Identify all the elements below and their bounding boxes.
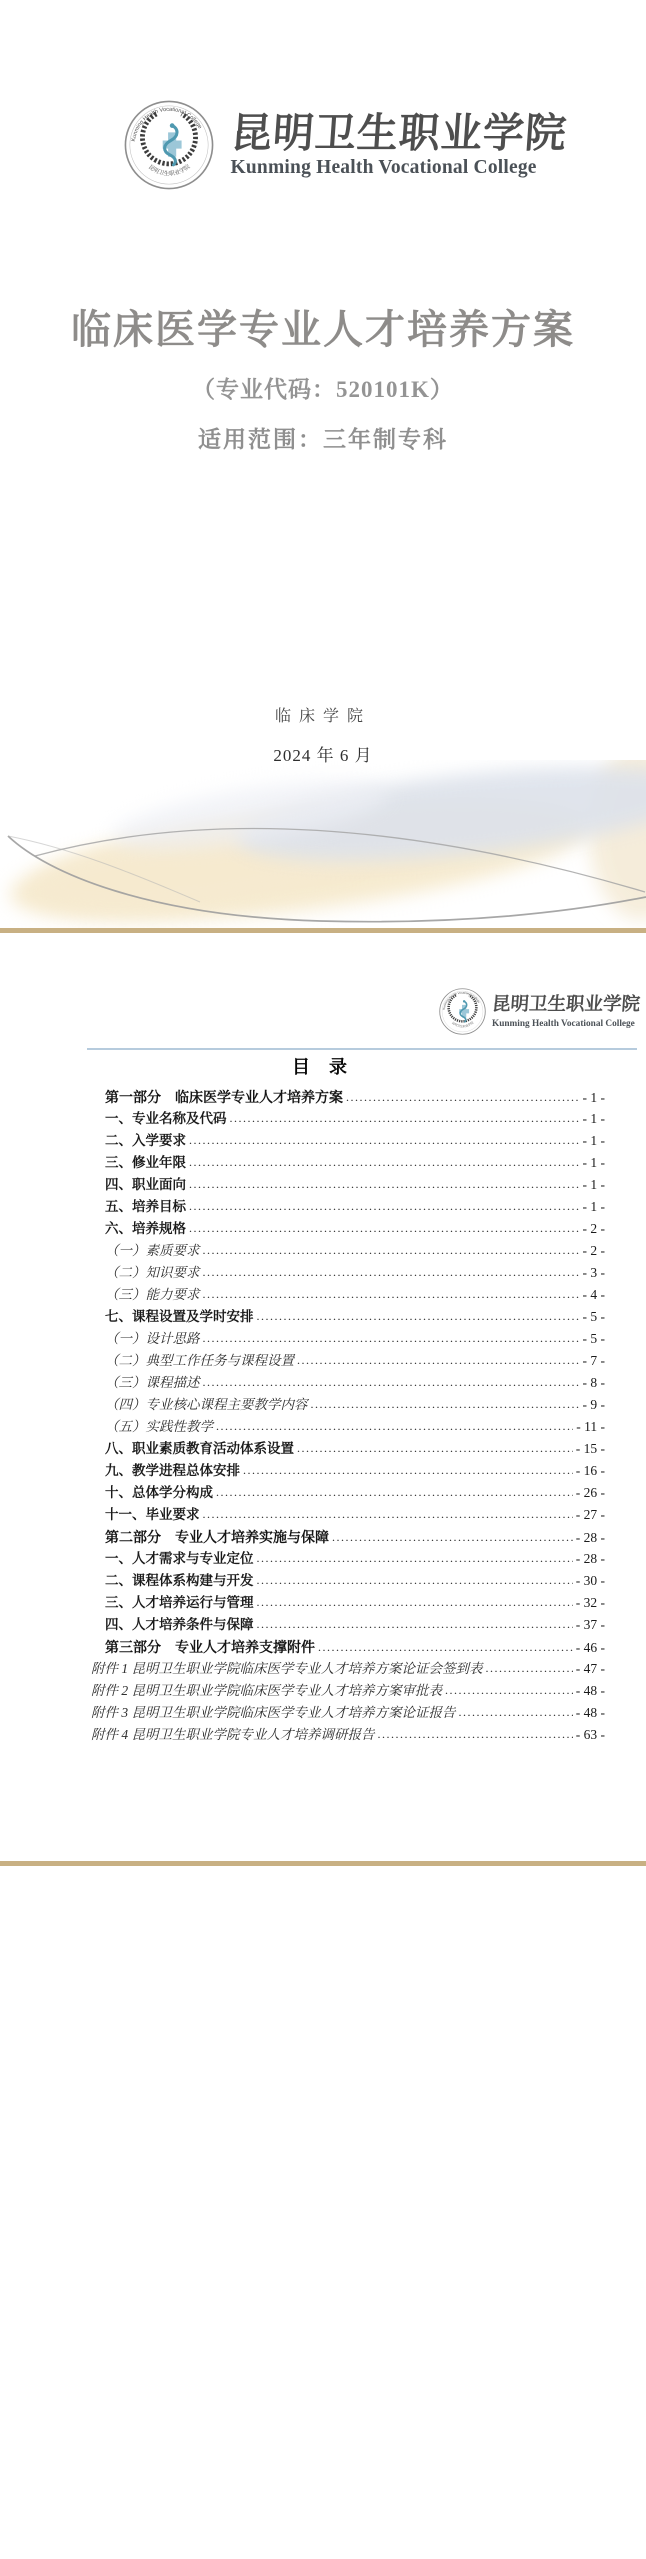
toc-page-number: - 47 - <box>575 1661 605 1676</box>
toc-entry-label: 附件 1 昆明卫生职业学院临床医学专业人才培养方案论证会签到表 <box>91 1661 483 1676</box>
toc-page-number: - 4 - <box>582 1287 605 1302</box>
toc-leader-dots <box>216 1481 573 1503</box>
toc-leader-dots <box>257 1569 573 1591</box>
college-wordmark-small <box>492 993 640 1030</box>
toc-leader-dots <box>189 1195 580 1217</box>
toc-entry-label: 五、培养目标 <box>105 1199 186 1214</box>
toc-entry-label: 二、入学要求 <box>105 1133 186 1148</box>
major-code-line: （专业代码：520101K） <box>192 377 454 402</box>
toc-page-number: - 8 - <box>582 1375 605 1390</box>
toc-row <box>105 1130 605 1152</box>
toc-page-number: - 1 - <box>582 1177 605 1192</box>
toc-page-number: - 16 - <box>575 1463 605 1478</box>
toc-entry-label: 六、培养规格 <box>105 1221 186 1236</box>
toc-page-number: - 2 - <box>582 1221 605 1236</box>
toc-page-number: - 48 - <box>575 1683 605 1698</box>
toc-entry-label: 附件 2 昆明卫生职业学院临床医学专业人才培养方案审批表 <box>91 1683 442 1698</box>
department-name: 临床学院 <box>274 708 371 725</box>
toc-leader-dots <box>203 1371 580 1393</box>
toc-row <box>105 1350 605 1372</box>
toc-leader-dots <box>203 1503 573 1525</box>
toc-row <box>105 1460 605 1482</box>
toc-row <box>105 1328 605 1350</box>
toc-entry-label: 十、总体学分构成 <box>105 1485 213 1500</box>
toc-entry-label: 附件 3 昆明卫生职业学院临床医学专业人才培养方案论证报告 <box>91 1705 456 1720</box>
toc-row <box>105 1372 605 1394</box>
toc-leader-dots <box>486 1657 573 1679</box>
toc-row <box>105 1394 605 1416</box>
toc-heading: 目 录 <box>291 1057 354 1077</box>
toc-leader-dots <box>203 1327 580 1349</box>
toc-page-number: - 30 - <box>575 1573 605 1588</box>
toc-page-number: - 27 - <box>575 1507 605 1522</box>
toc-page-number: - 1 - <box>582 1090 605 1105</box>
toc-entry-label: （一）设计思路 <box>105 1331 200 1346</box>
toc-row <box>105 1416 605 1438</box>
toc-entry-label: 三、修业年限 <box>105 1155 186 1170</box>
toc-row <box>105 1284 605 1306</box>
toc-row <box>105 1614 605 1636</box>
college-wordmark <box>228 110 569 180</box>
toc-row <box>105 1262 605 1284</box>
page1-accent-band <box>0 928 646 933</box>
toc-page-number: - 2 - <box>582 1243 605 1258</box>
toc-entry-label: （三）能力要求 <box>105 1287 200 1302</box>
college-name-calligraphy: 昆明卫生职业学院 <box>491 995 641 1015</box>
toc-entry-label: 三、人才培养运行与管理 <box>105 1595 254 1610</box>
toc-page-number: - 63 - <box>575 1727 605 1742</box>
toc-leader-dots <box>257 1547 573 1569</box>
toc-leader-dots <box>332 1526 573 1548</box>
college-emblem-icon <box>439 988 486 1035</box>
toc-entry-label: 四、职业面向 <box>105 1177 186 1192</box>
toc-row <box>105 1548 605 1570</box>
toc-page-number: - 15 - <box>575 1441 605 1456</box>
toc-page-number: - 5 - <box>582 1331 605 1346</box>
toc-page-number: - 1 - <box>582 1155 605 1170</box>
toc-page-number: - 1 - <box>582 1111 605 1126</box>
toc-row <box>105 1218 605 1240</box>
toc-row <box>105 1086 605 1108</box>
college-name-english: Kunming Health Vocational College <box>491 1019 635 1029</box>
toc-page-number: - 28 - <box>575 1551 605 1566</box>
toc-row <box>105 1108 605 1130</box>
toc-leader-dots <box>243 1459 573 1481</box>
toc-entry-label: （二）知识要求 <box>105 1265 200 1280</box>
toc-entry-label: （二）典型工作任务与课程设置 <box>105 1353 294 1368</box>
toc-entry-label: 第二部分 专业人才培养实施与保障 <box>105 1529 329 1545</box>
college-name-calligraphy: 昆明卫生职业学院 <box>228 110 569 156</box>
toc-entry-label: 八、职业素质教育活动体系设置 <box>105 1441 294 1456</box>
toc-leader-dots <box>189 1151 580 1173</box>
toc-row <box>91 1680 605 1702</box>
toc-leader-dots <box>203 1239 580 1261</box>
cover-title: 临床医学专业人才培养方案 <box>71 307 575 352</box>
toc-row <box>105 1504 605 1526</box>
toc-leader-dots <box>318 1636 573 1658</box>
toc-entry-label: 一、人才需求与专业定位 <box>105 1551 254 1566</box>
toc-row <box>105 1174 605 1196</box>
toc-entry-label: 七、课程设置及学时安排 <box>105 1309 254 1324</box>
toc-row <box>91 1658 605 1680</box>
toc-row <box>105 1482 605 1504</box>
toc-page-number: - 11 - <box>576 1419 605 1434</box>
toc-leader-dots <box>189 1217 580 1239</box>
toc-entry-label: 九、教学进程总体安排 <box>105 1463 240 1478</box>
toc-entry-label: 附件 4 昆明卫生职业学院专业人才培养调研报告 <box>91 1727 375 1742</box>
toc-page-number: - 1 - <box>582 1133 605 1148</box>
toc-row <box>105 1636 605 1658</box>
toc-row <box>105 1240 605 1262</box>
toc-leader-dots <box>459 1701 573 1723</box>
toc-row <box>105 1306 605 1328</box>
toc-entry-label: （五）实践性教学 <box>105 1419 213 1434</box>
toc-leader-dots <box>346 1086 580 1108</box>
toc-entry-label: 第三部分 专业人才培养支撑附件 <box>105 1639 315 1655</box>
toc-entry-label: 四、人才培养条件与保障 <box>105 1617 254 1632</box>
toc-leader-dots <box>297 1349 580 1371</box>
toc-leader-dots <box>257 1613 573 1635</box>
toc-leader-dots <box>257 1591 573 1613</box>
toc-entry-label: 二、课程体系构建与开发 <box>105 1573 254 1588</box>
college-name-english: Kunming Health Vocational College <box>230 157 537 178</box>
toc-page-number: - 7 - <box>582 1353 605 1368</box>
toc-leader-dots <box>378 1723 573 1745</box>
toc-leader-dots <box>311 1393 580 1415</box>
toc-leader-dots <box>216 1415 573 1437</box>
toc-row <box>105 1438 605 1460</box>
toc-page-number: - 9 - <box>582 1397 605 1412</box>
toc-entry-label: 十一、毕业要求 <box>105 1507 200 1522</box>
toc-leader-dots <box>203 1283 580 1305</box>
toc-entry-label: （三）课程描述 <box>105 1375 200 1390</box>
cover-logo <box>22 100 646 190</box>
header-divider-line <box>87 1048 637 1050</box>
toc-list <box>86 1086 605 1746</box>
toc-leader-dots <box>257 1305 580 1327</box>
page2-accent-band <box>0 1861 646 1866</box>
toc-leader-dots <box>445 1679 573 1701</box>
toc-entry-label: （四）专业核心课程主要教学内容 <box>105 1397 308 1412</box>
toc-page-logo <box>439 988 640 1035</box>
toc-leader-dots <box>189 1173 580 1195</box>
toc-row <box>105 1526 605 1548</box>
toc-page-number: - 37 - <box>575 1617 605 1632</box>
publish-date: 2024 年 6 月 <box>273 746 373 765</box>
toc-page-number: - 3 - <box>582 1265 605 1280</box>
toc-entry-label: （一）素质要求 <box>105 1243 200 1258</box>
toc-leader-dots <box>189 1129 580 1151</box>
toc-page-number: - 1 - <box>582 1199 605 1214</box>
toc-page-number: - 28 - <box>575 1530 605 1545</box>
toc-row <box>105 1196 605 1218</box>
toc-leader-dots <box>203 1261 580 1283</box>
toc-entry-label: 第一部分 临床医学专业人才培养方案 <box>105 1089 343 1105</box>
toc-row <box>91 1724 605 1746</box>
toc-page-number: - 26 - <box>575 1485 605 1500</box>
toc-page-number: - 5 - <box>582 1309 605 1324</box>
toc-row <box>105 1570 605 1592</box>
toc-page-number: - 46 - <box>575 1640 605 1655</box>
toc-row <box>105 1592 605 1614</box>
applicable-scope-line: 适用范围：三年制专科 <box>198 427 448 452</box>
toc-row <box>105 1152 605 1174</box>
feather-watercolor-art <box>0 760 646 930</box>
toc-page-number: - 32 - <box>575 1595 605 1610</box>
toc-entry-label: 一、专业名称及代码 <box>105 1111 227 1126</box>
toc-page-number: - 48 - <box>575 1705 605 1720</box>
toc-leader-dots <box>297 1437 573 1459</box>
toc-leader-dots <box>230 1107 580 1129</box>
toc-row <box>91 1702 605 1724</box>
college-emblem-icon <box>124 100 214 190</box>
